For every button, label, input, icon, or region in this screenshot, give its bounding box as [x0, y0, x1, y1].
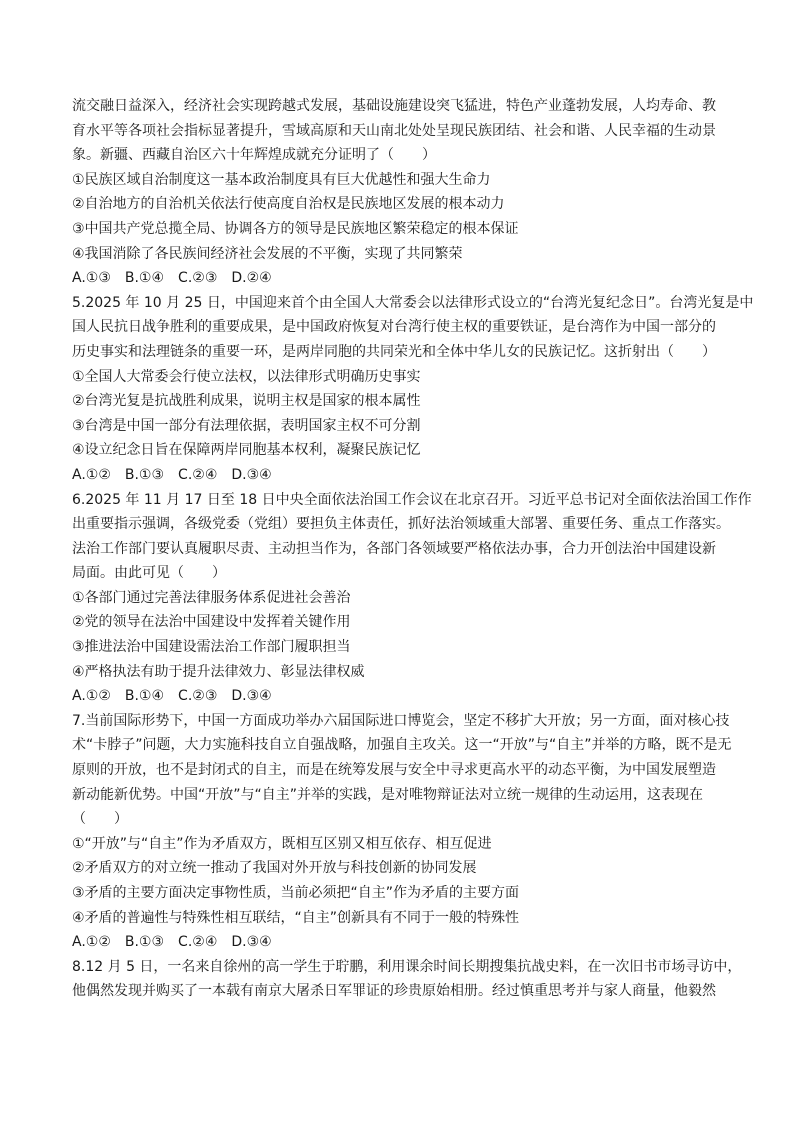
question-6: [72, 488, 752, 709]
question-6-option-4: ④严格执法有助于提升法律效力、彰显法律权威: [72, 663, 365, 680]
question-6-stem-line-4: 局面。由此可见（ ）: [72, 565, 226, 582]
question-4-option-2: ②自治地方的自治机关依法行使高度自治权是民族地区发展的根本动力: [72, 196, 505, 213]
question-5-option-3: ③台湾是中国一部分有法理依据，表明国家主权不可分割: [72, 417, 421, 434]
question-7-stem-line-1: 7.当前国际形势下，中国一方面成功举办六届国际进口博览会，坚定不移扩大开放；另一方面，面对核心技: [72, 712, 730, 729]
question-8-stem-line-1: 8.12 月 5 日，一名来自徐州的高一学生于聍鹏，利用课余时间长期搜集抗战史料，在一次旧书市场寻访中，: [72, 958, 742, 975]
question-5-stem-line-3: 历史事实和法理链条的重要一环，是两岸同胞的共同荣光和全体中华儿女的民族记忆。这折射出（ ）: [72, 343, 716, 360]
question-6-option-2: ②党的领导在法治中国建设中发挥着关键作用: [72, 614, 351, 631]
question-7-stem-line-3: 原则的开放，也不是封闭式的自主，而是在统筹发展与安全中寻求更高水平的动态平衡，为中国发展塑造: [72, 762, 716, 779]
question-7-option-2: ②矛盾双方的对立统一推动了我国对外开放与科技创新的协同发展: [72, 860, 477, 877]
question-6-stem-line-1: 6.2025 年 11 月 17 日至 18 日中央全面依法治国工作会议在北京召开。习近平总书记对全面依法治国工作作: [72, 491, 752, 508]
question-7-stem-line-4: 新动能新优势。中国“开放”与“自主”并举的实践，是对唯物辩证法对立统一规律的生动运用，这表现在: [72, 786, 704, 803]
question-4-option-4: ④我国消除了各民族间经济社会发展的不平衡，实现了共同繁荣: [72, 245, 463, 262]
question-6-option-1: ①各部门通过完善法律服务体系促进社会善治: [72, 589, 351, 606]
question-6-option-3: ③推进法治中国建设需法治工作部门履职担当: [72, 639, 351, 656]
question-7-stem-line-2: 术“卡脖子”问题，大力实施科技自立自强战略，加强自主攻关。这一“开放”与“自主”并举的方略，既不是无: [72, 737, 732, 754]
question-6-stem-line-3: 法治工作部门要认真履职尽责、主动担当作为，各部门各领域要严格依法办事，合力开创法治中国建设新: [72, 540, 716, 557]
question-4-option-3: ③中国共产党总揽全局、协调各方的领导是民族地区繁荣稳定的根本保证: [72, 220, 519, 237]
question-7-stem-line-5: （ ）: [72, 811, 128, 828]
question-6-choices: A.①② B.①④ C.②③ D.③④: [72, 688, 272, 705]
question-7: [72, 709, 732, 955]
question-5-stem-line-2: 国人民抗日战争胜利的重要成果，是中国政府恢复对台湾行使主权的重要铁证，是台湾作为中国一部分的: [72, 319, 716, 336]
question-5-stem-line-1: 5.2025 年 10 月 25 日，中国迎来首个由全国人大常委会以法律形式设立的“台湾光复纪念日”。台湾光复是中: [72, 294, 754, 311]
question-4-stem-line-3: 象。新疆、西藏自治区六十年辉煌成就充分证明了（ ）: [72, 147, 436, 164]
question-6-stem-line-2: 出重要指示强调，各级党委（党组）要担负主体责任，抓好法治领域重大部署、重要任务、重点工作落实。: [72, 516, 730, 533]
question-7-option-3: ③矛盾的主要方面决定事物性质，当前必须把“自主”作为矛盾的主要方面: [72, 885, 520, 901]
exam-page: [72, 94, 754, 1004]
question-5-option-4: ④设立纪念日旨在保障两岸同胞基本权利，凝聚民族记忆: [72, 442, 421, 459]
question-4-option-1: ①民族区域自治制度这一基本政治制度具有巨大优越性和强大生命力: [72, 171, 491, 188]
question-8: [72, 955, 742, 1004]
question-4-choices: A.①③ B.①④ C.②③ D.②④: [72, 270, 272, 287]
question-5-option-2: ②台湾光复是抗战胜利成果，说明主权是国家的根本属性: [72, 393, 421, 410]
question-4-stem-line-2: 育水平等各项社会指标显著提升，雪域高原和天山南北处处呈现民族团结、社会和谐、人民幸福的生动景: [72, 122, 716, 139]
question-5: [72, 291, 754, 488]
question-4: [72, 94, 728, 291]
question-7-option-4: ④矛盾的普遍性与特殊性相互联结，“自主”创新具有不同于一般的特殊性: [72, 909, 520, 926]
question-7-choices: A.①② B.①③ C.②④ D.③④: [72, 934, 272, 951]
question-5-choices: A.①② B.①③ C.②④ D.③④: [72, 466, 272, 483]
question-8-stem-line-2: 他偶然发现并购买了一本载有南京大屠杀日军罪证的珍贵原始相册。经过慎重思考并与家人商量，他毅然: [72, 983, 716, 1000]
question-5-option-1: ①全国人大常委会行使立法权，以法律形式明确历史事实: [72, 368, 421, 385]
question-7-option-1: ①“开放”与“自主”作为矛盾双方，既相互区别又相互依存、相互促进: [72, 835, 492, 852]
question-4-stem-line-1: 流交融日益深入，经济社会实现跨越式发展，基础设施建设突飞猛进，特色产业蓬勃发展，人均寿命、教: [72, 98, 716, 114]
